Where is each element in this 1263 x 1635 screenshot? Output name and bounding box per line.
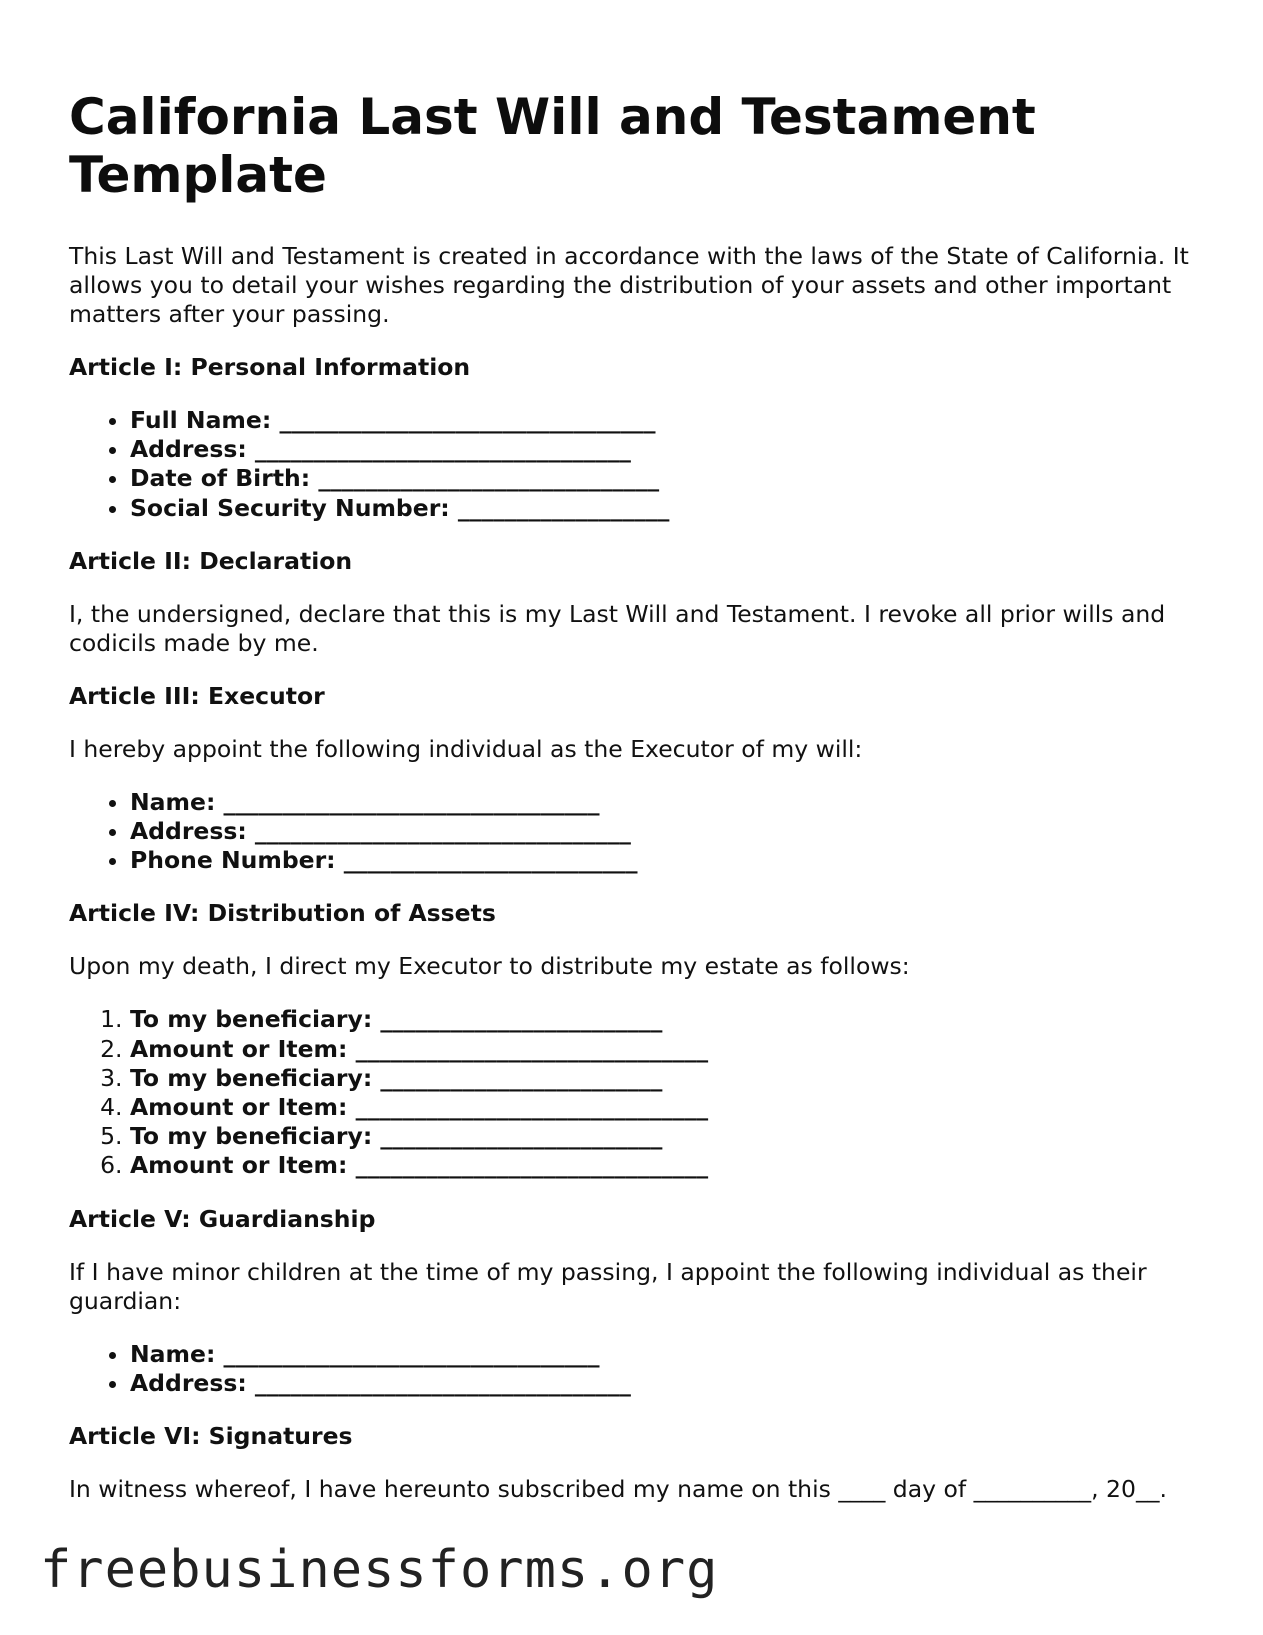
list-item xyxy=(130,1093,1209,1122)
blank-line: ________________________________ xyxy=(254,435,631,464)
guardianship-paragraph: If I have minor children at the time of my passing, I appoint the following individual as their guardian: xyxy=(69,1257,1147,1315)
blank-line: _____________________________ xyxy=(318,464,660,493)
field-label: Address: xyxy=(130,817,247,846)
article-1-heading: Article I: Personal Information xyxy=(69,353,471,381)
field-label: Address: xyxy=(130,435,247,464)
list-item xyxy=(130,406,1209,435)
declaration-paragraph: I, the undersigned, declare that this is my Last Will and Testament. I revoke all prior wills and codicils made by me. xyxy=(69,599,1166,657)
blank-line: ______________________________ xyxy=(355,1034,709,1063)
blank-line: ________________________________ xyxy=(223,787,600,816)
list-item xyxy=(130,1369,1209,1398)
list-item xyxy=(130,1035,1209,1064)
list-item xyxy=(130,846,1209,875)
blank-line: __________________ xyxy=(457,493,670,522)
document-page xyxy=(69,88,1209,1528)
field-label: Phone Number: xyxy=(130,846,336,875)
blank-line: ________________________________ xyxy=(254,1368,631,1397)
article-3-heading: Article III: Executor xyxy=(69,681,325,710)
article-4-heading: Article IV: Distribution of Assets xyxy=(69,899,496,928)
blank-line: ________________________________ xyxy=(223,1339,600,1368)
list-item xyxy=(130,1122,1209,1151)
article-2-heading: Article II: Declaration xyxy=(69,546,353,575)
list-item xyxy=(130,788,1209,817)
list-item xyxy=(130,464,1209,493)
field-label: Amount or Item: xyxy=(130,1093,348,1122)
field-label: Address: xyxy=(130,1368,247,1397)
blank-line: ________________________ xyxy=(380,1122,663,1151)
list-item xyxy=(130,435,1209,464)
field-label: Amount or Item: xyxy=(130,1151,348,1180)
blank-line: ________________________ xyxy=(380,1005,663,1034)
article-6-heading: Article VI: Signatures xyxy=(69,1422,353,1451)
executor-paragraph: I hereby appoint the following individual as the Executor of my will: xyxy=(69,734,863,763)
blank-line: ______________________________ xyxy=(355,1093,709,1122)
field-label: Name: xyxy=(130,787,216,816)
list-item xyxy=(130,1151,1209,1180)
signature-paragraph: In witness whereof, I have hereunto subscribed my name on this ____ day of __________, 20__. xyxy=(69,1475,1167,1504)
executor-list xyxy=(69,788,1209,876)
list-item xyxy=(130,1005,1209,1034)
personal-info-list xyxy=(69,406,1209,523)
list-item xyxy=(130,817,1209,846)
field-label: To my beneficiary: xyxy=(130,1122,373,1151)
blank-line: ________________________________ xyxy=(254,817,631,846)
list-item xyxy=(130,494,1209,523)
field-label: To my beneficiary: xyxy=(130,1063,373,1092)
intro-paragraph: This Last Will and Testament is created in accordance with the laws of the State of California. It allows you to detail your wishes regarding the distribution of your assets and other important matters after your passing. xyxy=(69,242,1189,328)
guardian-list xyxy=(69,1340,1209,1398)
page-title: California Last Will and Testament Template xyxy=(69,88,1036,204)
watermark: freebusinessforms.org xyxy=(40,1540,719,1600)
distribution-list xyxy=(69,1005,1209,1180)
blank-line: ________________________________ xyxy=(279,406,656,434)
field-label: Social Security Number: xyxy=(130,493,450,522)
list-item xyxy=(130,1064,1209,1093)
field-label: Date of Birth: xyxy=(130,464,311,493)
blank-line: _________________________ xyxy=(343,846,638,875)
blank-line: ________________________ xyxy=(380,1063,663,1092)
list-item xyxy=(130,1340,1209,1369)
blank-line: ______________________________ xyxy=(355,1151,709,1180)
article-5-heading: Article V: Guardianship xyxy=(69,1204,376,1233)
field-label: Amount or Item: xyxy=(130,1034,348,1063)
field-label: Full Name: xyxy=(130,406,272,434)
field-label: Name: xyxy=(130,1339,216,1368)
field-label: To my beneficiary: xyxy=(130,1005,373,1034)
distribution-paragraph: Upon my death, I direct my Executor to distribute my estate as follows: xyxy=(69,952,910,981)
